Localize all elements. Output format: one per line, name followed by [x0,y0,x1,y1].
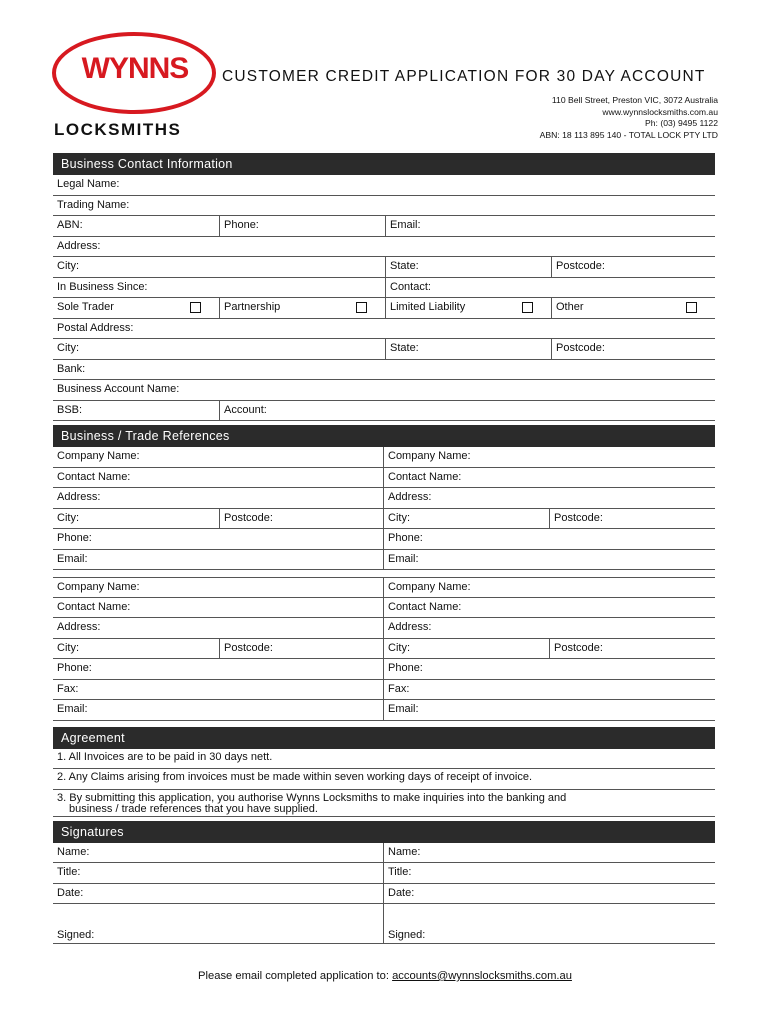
postal-state-field[interactable]: State: [385,339,551,359]
form-row [53,278,715,299]
partnership-label: Partnership [224,301,281,313]
ref4-city-field[interactable]: City: [383,639,549,659]
section-heading-trade-references: Business / Trade References [53,425,715,447]
street-address: 110 Bell Street, Preston VIC, 3072 Australia [551,95,718,105]
legal-name-field[interactable]: Legal Name: [57,178,120,190]
abn-field[interactable]: ABN: [57,219,83,231]
form-row [53,380,715,401]
footer-text: Please email completed application to: [198,970,389,982]
form-row [53,468,715,489]
contact-field[interactable]: Contact: [385,278,715,298]
bank-field[interactable]: Bank: [57,362,86,375]
logo-subtitle: LOCKSMITHS [54,120,182,139]
form-row [53,618,715,639]
ref3-postcode-field[interactable]: Postcode: [219,639,383,659]
postal-postcode-field[interactable]: Postcode: [551,339,715,359]
ref2-address-field[interactable]: Address: [383,488,713,508]
form-row [53,216,715,237]
ref1-email-field[interactable]: Email: [57,552,88,565]
agreement-row [53,769,715,790]
form-row [53,447,715,468]
sig1-signed-field[interactable]: Signed: [57,929,95,941]
form-row [53,360,715,381]
section-heading-agreement: Agreement [53,727,715,749]
ref4-fax-field[interactable]: Fax: [383,680,713,700]
form-row [53,843,715,864]
form-row [53,529,715,550]
page-title: CUSTOMER CREDIT APPLICATION FOR 30 DAY ACCOUNT [222,68,706,85]
other-option[interactable] [551,298,715,318]
accounts-email-link[interactable]: accounts@wynnslocksmiths.com.au [392,970,572,982]
ref4-contact-name-field[interactable]: Contact Name: [383,598,713,618]
form-row [53,237,715,258]
form-row [53,639,715,660]
ref2-contact-name-field[interactable]: Contact Name: [383,468,713,488]
form-row [53,904,715,944]
phone-number: Ph: (03) 9495 1122 [645,118,718,128]
ref3-email-field[interactable]: Email: [57,703,88,715]
form-row [53,196,715,217]
website: www.wynnslocksmiths.com.au [602,106,718,117]
partnership-checkbox[interactable] [356,302,367,313]
agreement-row [53,790,715,817]
in-business-since-field[interactable]: In Business Since: [57,280,148,293]
section-heading-signatures: Signatures [53,821,715,843]
credit-application-form [53,153,715,944]
partnership-option[interactable] [219,298,385,318]
ref1-city-field[interactable]: City: [57,511,79,524]
agreement-item-3 [53,790,715,816]
sig2-title-field[interactable]: Title: [383,863,713,883]
sig1-title-field[interactable]: Title: [57,866,81,878]
other-label: Other [556,301,584,313]
city-field[interactable]: City: [57,260,79,272]
form-row [53,577,715,598]
limited-liability-label: Limited Liability [390,301,466,313]
ref4-company-name-field[interactable]: Company Name: [383,578,713,597]
phone-field[interactable]: Phone: [219,216,385,236]
limited-liability-checkbox[interactable] [522,302,533,313]
agreement-row [53,749,715,770]
form-row [53,884,715,905]
account-field[interactable]: Account: [219,401,715,421]
form-row [53,488,715,509]
ref3-city-field[interactable]: City: [57,641,79,654]
form-row [53,863,715,884]
business-account-name-field[interactable]: Business Account Name: [57,383,180,395]
logo-word: WYNNS [81,52,189,85]
postcode-field[interactable]: Postcode: [551,257,715,277]
agreement-item-3-line-1: 3. By submitting this application, you authorise Wynns Locksmiths to make inquiries into the banking and [57,791,567,804]
ref3-company-name-field[interactable]: Company Name: [57,581,140,593]
ref1-contact-name-field[interactable]: Contact Name: [57,470,131,483]
email-field[interactable]: Email: [385,216,715,236]
footer-instructions [0,970,770,982]
ref3-contact-name-field[interactable]: Contact Name: [57,600,131,613]
sig2-name-field[interactable]: Name: [383,843,713,863]
state-field[interactable]: State: [385,257,551,277]
sole-trader-label: Sole Trader [57,301,114,313]
ref2-postcode-field[interactable]: Postcode: [549,509,713,529]
agreement-item-1: 1. All Invoices are to be paid in 30 days nett. [57,750,273,763]
ref1-company-name-field[interactable]: Company Name: [57,450,140,462]
sig2-date-field[interactable]: Date: [383,884,713,904]
address-field[interactable]: Address: [57,239,101,252]
ref2-email-field[interactable]: Email: [383,550,713,570]
sig2-signed-field[interactable]: Signed: [383,904,713,943]
ref2-phone-field[interactable]: Phone: [383,529,713,549]
postal-city-field[interactable]: City: [57,342,79,354]
form-row [53,298,715,319]
sig1-name-field[interactable]: Name: [57,845,90,858]
sole-trader-checkbox[interactable] [190,302,201,313]
form-row [53,598,715,619]
ref4-postcode-field[interactable]: Postcode: [549,639,713,659]
ref1-phone-field[interactable]: Phone: [57,532,92,544]
row-spacer [53,570,715,577]
ref4-email-field[interactable]: Email: [383,700,713,720]
ref3-phone-field[interactable]: Phone: [57,662,92,674]
ref4-phone-field[interactable]: Phone: [383,659,713,679]
ref1-address-field[interactable]: Address: [57,491,101,503]
postal-address-field[interactable]: Postal Address: [57,321,134,334]
sig1-date-field[interactable]: Date: [57,886,84,899]
ref2-company-name-field[interactable]: Company Name: [383,447,713,467]
abn-line: ABN: 18 113 895 140 - TOTAL LOCK PTY LTD [539,129,718,140]
ref1-postcode-field[interactable]: Postcode: [219,509,383,529]
ref2-city-field[interactable]: City: [383,509,549,529]
ref4-address-field[interactable]: Address: [383,618,713,638]
form-row [53,659,715,680]
ref3-fax-field[interactable]: Fax: [57,682,79,695]
section-heading-business-contact: Business Contact Information [53,153,715,175]
form-row [53,509,715,530]
form-row [53,680,715,701]
form-row [53,175,715,196]
other-checkbox[interactable] [686,302,697,313]
agreement-item-3-line-2: business / trade references that you have supplied. [69,803,318,815]
form-row [53,257,715,278]
bsb-field[interactable]: BSB: [57,403,83,416]
form-row [53,319,715,340]
company-address-block [540,95,718,141]
wynns-locksmiths-logo [52,32,218,140]
form-row [53,700,715,721]
sole-trader-option[interactable] [53,298,219,318]
form-row [53,339,715,360]
trading-name-field[interactable]: Trading Name: [57,198,130,211]
form-row [53,401,715,422]
limited-liability-option[interactable] [385,298,551,318]
agreement-item-2: 2. Any Claims arising from invoices must be made within seven working days of receipt of invoice. [57,771,533,783]
ref3-address-field[interactable]: Address: [57,621,101,633]
form-row [53,550,715,571]
